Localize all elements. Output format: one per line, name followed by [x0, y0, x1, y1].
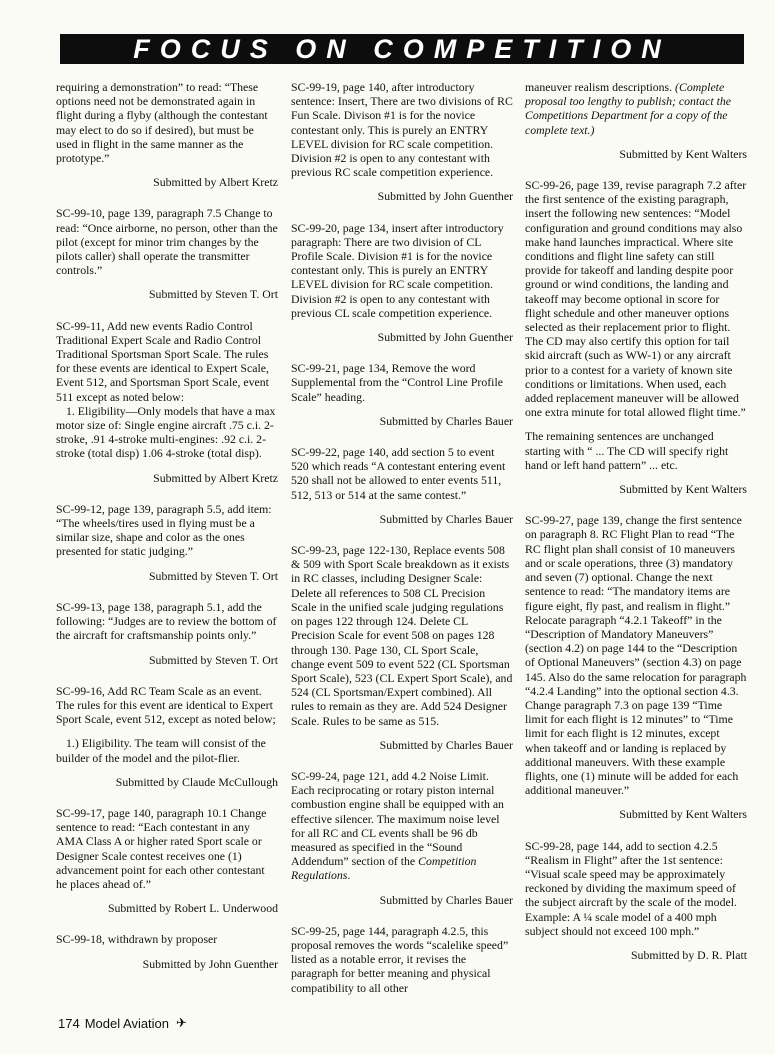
- submitted-by: Submitted by John Guenther: [377, 330, 513, 345]
- submitted-by: Submitted by Steven T. Ort: [149, 568, 278, 583]
- proposal-paragraph: [291, 769, 513, 883]
- proposal-paragraph: requiring a demonstration” to read: “These options need not be demonstrated again in flight during a flyby (although the contestant may elect to do so if desired), but must be used in flight in the same manner as the prototype.”: [56, 80, 268, 166]
- proposal-paragraph: 1. Eligibility—Only models that have a max motor size of: Single engine aircraft .75 c.i. 2-stroke, .91 4-stroke multi-engines: .92 c.i. 2-stroke (total disp) 1.06 4-stroke (total disp).: [56, 403, 276, 461]
- paragraph-text: SC-99-24, page 121, add 4.2 Noise Limit. Each reciprocating or rotary piston internal combustion engine shall be equipped with an effective silencer. The maximum noise level for all RC and CL events shall be 96 db measured as specified in the “Sound Addendum” section of the: [291, 768, 504, 869]
- proposal-paragraph: The remaining sentences are unchanged starting with “ ... The CD will specify right hand or left hand pattern” ... etc.: [525, 429, 729, 472]
- submitted-by: Submitted by Kent Walters: [619, 807, 747, 822]
- submitted-by: Submitted by Charles Bauer: [379, 413, 513, 428]
- page-number: 174: [58, 1015, 80, 1031]
- proposal-paragraph: 1.) Eligibility. The team will consist of the builder of the model and the pilot-flier.: [56, 736, 266, 765]
- proposal-paragraph: [525, 80, 747, 137]
- submitted-by: Submitted by John Guenther: [142, 956, 278, 971]
- proposal-paragraph: SC-99-28, page 144, add to section 4.2.5 “Realism in Flight” after the 1st sentence: “Visual scale speed may be approximately reckoned by dividing the maximum speed of the subject aircraft by the scale of the model. Example: A ¼ scale model of a 400 mph subject should not exceed 100 mph.”: [525, 838, 737, 938]
- proposal-paragraph: SC-99-20, page 134, insert after introductory paragraph: There are two division of CL Profile Scale. Division #1 is for the novice contestant only. This is purely an ENTRY LEVEL division for RC scale competition. Division #2 is open to any contestant with previous CL scale competition experience.: [291, 220, 504, 320]
- proposal-paragraph: SC-99-26, page 139, revise paragraph 7.2 after the first sentence of the existing paragraph, insert the following new sentences: “Model configuration and ground conditions may also make hand launches impractical. Where site conditions and flight line safety can still provide for takeoff and landing despite poor ground or wind conditions, the landing and takeoff may become optional in score for flight schedule and other maneuver options selected as their replacement prior to flight. The CD may also certify this option for tail skid aircraft (such as WW-1) or any aircraft prior to a contest for a variety of known site conditions or limitations. When used, each added replacement maneuver will be allowed one extra minute for total allowed flight time.”: [525, 178, 747, 420]
- section-banner: [60, 34, 744, 64]
- proposal-paragraph: SC-99-10, page 139, paragraph 7.5 Change to read: “Once airborne, no person, other than the pilot (except for minor trim changes by the pilots caller) shall operate the transmitter controls.”: [56, 206, 278, 278]
- submitted-by: Submitted by Albert Kretz: [153, 175, 278, 190]
- proposal-paragraph: SC-99-13, page 138, paragraph 5.1, add the following: “Judges are to review the bottom of the aircraft for craftsmanship points only.”: [56, 599, 277, 643]
- submitted-by: Submitted by Charles Bauer: [379, 892, 513, 907]
- proposal-paragraph: SC-99-16, Add RC Team Scale as an event. The rules for this event are identical to Expert Sport Scale, event 512, except as noted below;: [56, 683, 276, 727]
- proposal-paragraph: SC-99-21, page 134, Remove the word Supplemental from the “Control Line Profile Scale” heading.: [291, 361, 503, 404]
- submitted-by: Submitted by Charles Bauer: [379, 511, 513, 526]
- paragraph-text: maneuver realism descriptions.: [525, 80, 676, 94]
- submitted-by: Submitted by Steven T. Ort: [149, 287, 278, 302]
- proposal-paragraph: SC-99-12, page 139, paragraph 5.5, add item: “The wheels/tires used in flying must be a similar size, shape and color as the ones presented for static judging.”: [56, 501, 272, 559]
- submitted-by: Submitted by Kent Walters: [619, 146, 747, 161]
- submitted-by: Submitted by Albert Kretz: [153, 470, 278, 485]
- proposal-paragraph: SC-99-25, page 144, paragraph 4.2.5, this proposal removes the words “scalelike speed” listed as a notable error, it revises the paragraph for better meaning and physical compatibility to all other: [291, 923, 509, 995]
- proposal-paragraph: SC-99-11, Add new events Radio Control Traditional Expert Scale and Radio Control Traditional Sportsman Sport Scale. The rules for these events are identical to Expert Scale, Event 512, and Sportsman Sport Scale, event 511 except as noted below:: [56, 318, 269, 404]
- submitted-by: Submitted by Kent Walters: [619, 482, 747, 497]
- proposal-paragraph: SC-99-19, page 140, after introductory sentence: Insert, There are two divisions of RC Fun Scale. Divison #1 is for the novice contestant only. This is purely an ENTRY LEVEL division for RC scale competition. Division #2 is open to any contestant with previous RC scale competition experience.: [291, 80, 513, 180]
- italic-text: Competition Regulations: [291, 854, 477, 883]
- proposal-paragraph: SC-99-22, page 140, add section 5 to event 520 which reads “A contestant entering event 520 shall not be allowed to enter events 511, 512, 513 or 514 at the same contest.”: [291, 445, 506, 502]
- submitted-by: Submitted by Claude McCullough: [115, 774, 278, 789]
- banner-title: FOCUS ON COMPETITION: [133, 33, 671, 64]
- column-middle: [291, 80, 513, 1005]
- submitted-by: Submitted by John Guenther: [377, 189, 513, 204]
- column-left: [56, 80, 278, 988]
- paragraph-text: .: [347, 868, 351, 883]
- submitted-by: Submitted by D. R. Platt: [630, 947, 747, 962]
- column-right: [525, 80, 747, 979]
- submitted-by: Submitted by Charles Bauer: [379, 737, 513, 752]
- proposal-paragraph: SC-99-17, page 140, paragraph 10.1 Change sentence to read: “Each contestant in any AMA Class A or higher rated Sport scale or Designer Scale contest receives one (1) advancement point for each other contestant he places ahead of.”: [56, 805, 267, 891]
- submitted-by: Submitted by Steven T. Ort: [149, 652, 278, 667]
- proposal-paragraph: SC-99-23, page 122-130, Replace events 508 & 509 with Sport Scale breakdown as it exists in RC classes, including Designer Scale: Delete all references to 508 CL Precision Scale in the unified scale judging regulations on pages 122 through 124. Delete CL Precision Scale for event 508 on pages 128 through 130. Page 130, CL Sport Scale, change event 509 to event 522 (CL Sportsman Sport Scale), 523 (CL Expert Sport Scale), and 524 (CL Sportsman/Expert combined). All rules to remain as they are. Add 524 Designer Scale. Rules to be same as 515.: [291, 543, 513, 728]
- magazine-name: Model Aviation: [84, 1015, 170, 1031]
- page-footer: [58, 1015, 187, 1031]
- airplane-icon: ✈: [176, 1015, 187, 1030]
- proposal-paragraph: SC-99-27, page 139, change the first sentence on paragraph 8. RC Flight Plan to read “The RC flight plan shall consist of 10 maneuvers and or scale operations, three (3) mandatory and seven (7) optional. Change the next sentence to read: “The mandatory items are figure eight, fly past, and realism in flight.” Relocate paragraph “4.2.1 Takeoff” in the “Description of Mandatory Maneuvers” (section 4.2) on page 144 to the “Description of Optional Maneuvers” (section 4.3) on page 145. Also do the same relocation for paragraph “4.2.4 Landing” into the optional section 4.3. Change paragraph 7.3 on page 139 “Time limit for each flight is 12 minutes” to “Time limit for each flight is 12 minutes, except when takeoff and or landing is replaced by additional maneuvers. With these example flights, one (1) minute will be added for each additional maneuver.”: [525, 513, 747, 798]
- italic-text: (Complete proposal too lengthy to publish; contact the Competitions Department for a copy of the complete text.): [525, 80, 731, 137]
- submitted-by: Submitted by Robert L. Underwood: [107, 901, 278, 916]
- proposal-paragraph: SC-99-18, withdrawn by proposer: [56, 932, 218, 947]
